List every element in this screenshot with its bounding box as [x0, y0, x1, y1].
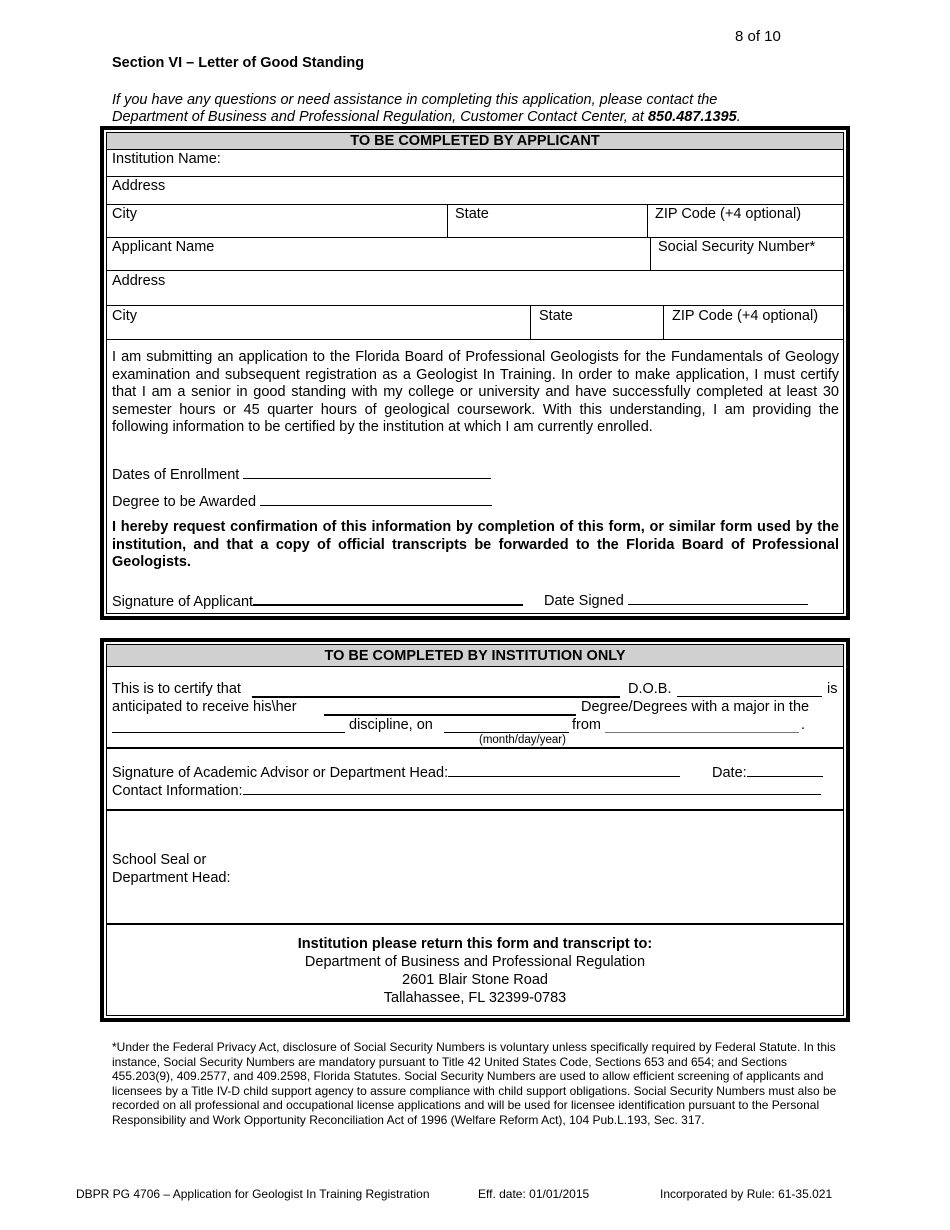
- intro-line-2-text: Department of Business and Professional Regulation, Customer Contact Center, at: [112, 109, 648, 125]
- from-institution-line[interactable]: [605, 732, 799, 733]
- divider: [107, 204, 843, 205]
- date-signed-row: [544, 591, 808, 609]
- degree-to-be-awarded-label: Degree to be Awarded: [112, 494, 257, 510]
- school-seal-line-1: School Seal or: [112, 852, 207, 868]
- divider: [107, 339, 843, 340]
- footer-form-name: DBPR PG 4706 – Application for Geologist In Training Registration: [76, 1187, 430, 1201]
- contact-phone: 850.487.1395: [647, 109, 737, 125]
- degree-row: [112, 492, 492, 510]
- school-seal-label: [112, 851, 230, 887]
- divider: [663, 305, 664, 339]
- institution-city-label: City: [112, 206, 137, 222]
- divider: [107, 809, 843, 811]
- advisor-date-label: Date:: [712, 765, 747, 781]
- applicant-state-label: State: [539, 308, 573, 324]
- dob-label: D.O.B.: [628, 681, 672, 697]
- institution-section: [100, 638, 850, 1022]
- divider: [447, 204, 448, 237]
- anticipated-label: anticipated to receive his\her: [112, 699, 297, 715]
- certify-name-line[interactable]: [252, 696, 620, 698]
- month-day-year-hint: (month/day/year): [479, 734, 566, 746]
- applicant-name-label: Applicant Name: [112, 239, 215, 255]
- signature-of-applicant-line[interactable]: [253, 591, 523, 606]
- contact-info-line[interactable]: [243, 781, 821, 795]
- date-signed-line[interactable]: [628, 591, 808, 605]
- applicant-section-header: TO BE COMPLETED BY APPLICANT: [107, 133, 843, 150]
- intro-line-2: [112, 109, 812, 126]
- page-number: 8 of 10: [735, 28, 781, 45]
- dates-of-enrollment-line[interactable]: [243, 465, 491, 479]
- applicant-statement: I am submitting an application to the Florida Board of Professional Geologists for the Fundamentals of Geology examination and subsequent registration as a Geologist In Training. In order to make application, I must certify that I am a senior in good standing with my college or university and have successfully completed at least 30 semester hours or 45 quarter hours of geological coursework. With this understanding, I am providing the following information to be certified by the institution at which I am currently enrolled.: [112, 349, 839, 435]
- return-line-3: Tallahassee, FL 32399-0783: [383, 990, 567, 1006]
- advisor-signature-line[interactable]: [448, 763, 680, 777]
- divider: [107, 305, 843, 306]
- degree-to-be-awarded-line[interactable]: [260, 492, 492, 506]
- institution-section-inner: [106, 644, 844, 1016]
- line-period: .: [801, 717, 806, 733]
- advisor-signature-label: Signature of Academic Advisor or Department Head:: [112, 765, 449, 781]
- return-title: Institution please return this form and transcript to:: [297, 936, 653, 952]
- section-title: Section VI – Letter of Good Standing: [112, 55, 365, 71]
- advisor-signature-row: [112, 763, 680, 781]
- ssn-label: Social Security Number*: [658, 239, 816, 255]
- intro-period: .: [736, 109, 741, 125]
- advisor-date-row: [712, 763, 823, 781]
- divider: [530, 305, 531, 339]
- advisor-date-line[interactable]: [747, 763, 823, 777]
- applicant-section-inner: [106, 132, 844, 614]
- degree-line[interactable]: [324, 714, 576, 716]
- certify-label: This is to certify that: [112, 681, 241, 697]
- dates-of-enrollment-row: [112, 465, 491, 483]
- discipline-on-label: discipline, on: [349, 717, 433, 733]
- dates-of-enrollment-label: Dates of Enrollment: [112, 467, 240, 483]
- institution-address-label: Address: [112, 178, 166, 194]
- date-awarded-line[interactable]: [444, 732, 569, 733]
- intro-text: [112, 92, 812, 126]
- footer-rule: Incorporated by Rule: 61-35.021: [660, 1187, 833, 1201]
- institution-section-header: TO BE COMPLETED BY INSTITUTION ONLY: [107, 645, 843, 667]
- divider: [107, 176, 843, 177]
- privacy-act-note: *Under the Federal Privacy Act, disclosure of Social Security Numbers is voluntary unless specifically required by Federal Statute. In this instance, Social Security Numbers are mandatory pursuant to Title 42 United States Code, Sections 653 and 654; and Sections 455.203(9), 409.2577, and 409.2598, Florida Statutes. Social Security Numbers are used to allow efficient screening of applicants and licensees by a Title IV-D child support agency to assure compliance with child support obligations. Social Security Numbers must also be recorded on all professional and occupational license applications and will be used for licensee identification pursuant to the Personal Responsibility and Work Opportunity Reconciliation Act of 1996 (Welfare Reform Act), 104 Pub.L.193, Sec. 317.: [112, 1040, 837, 1127]
- intro-line-1: If you have any questions or need assistance in completing this application, please contact the: [112, 92, 718, 108]
- confirmation-request: I hereby request confirmation of this information by completion of this form, or similar form used by the institution, and that a copy of official transcripts be forwarded to the Florida Board of Professional Geologists.: [112, 519, 839, 570]
- contact-info-row: [112, 781, 821, 799]
- applicant-signature-row: [112, 591, 523, 610]
- return-address-block: [107, 935, 843, 1007]
- divider: [107, 270, 843, 271]
- divider: [107, 237, 843, 238]
- institution-state-label: State: [455, 206, 489, 222]
- discipline-line[interactable]: [112, 732, 345, 733]
- is-label: is: [827, 681, 838, 697]
- return-line-1: Department of Business and Professional Regulation: [304, 954, 646, 970]
- signature-of-applicant-label: Signature of Applicant: [112, 594, 254, 610]
- divider: [650, 237, 651, 270]
- contact-info-label: Contact Information:: [112, 783, 243, 799]
- institution-zip-label: ZIP Code (+4 optional): [655, 206, 802, 222]
- institution-name-label: Institution Name:: [112, 151, 221, 167]
- divider: [107, 747, 843, 749]
- applicant-zip-label: ZIP Code (+4 optional): [672, 308, 819, 324]
- dob-line[interactable]: [677, 696, 822, 697]
- applicant-address-label: Address: [112, 273, 166, 289]
- school-seal-line-2: Department Head:: [112, 870, 231, 886]
- divider: [107, 923, 843, 925]
- return-line-2: 2601 Blair Stone Road: [402, 972, 548, 988]
- applicant-section: [100, 126, 850, 620]
- applicant-city-label: City: [112, 308, 137, 324]
- date-signed-label: Date Signed: [544, 593, 624, 609]
- from-label: from: [572, 717, 601, 733]
- divider: [647, 204, 648, 237]
- degree-major-label: Degree/Degrees with a major in the: [581, 699, 810, 715]
- footer-eff-date: Eff. date: 01/01/2015: [478, 1187, 590, 1201]
